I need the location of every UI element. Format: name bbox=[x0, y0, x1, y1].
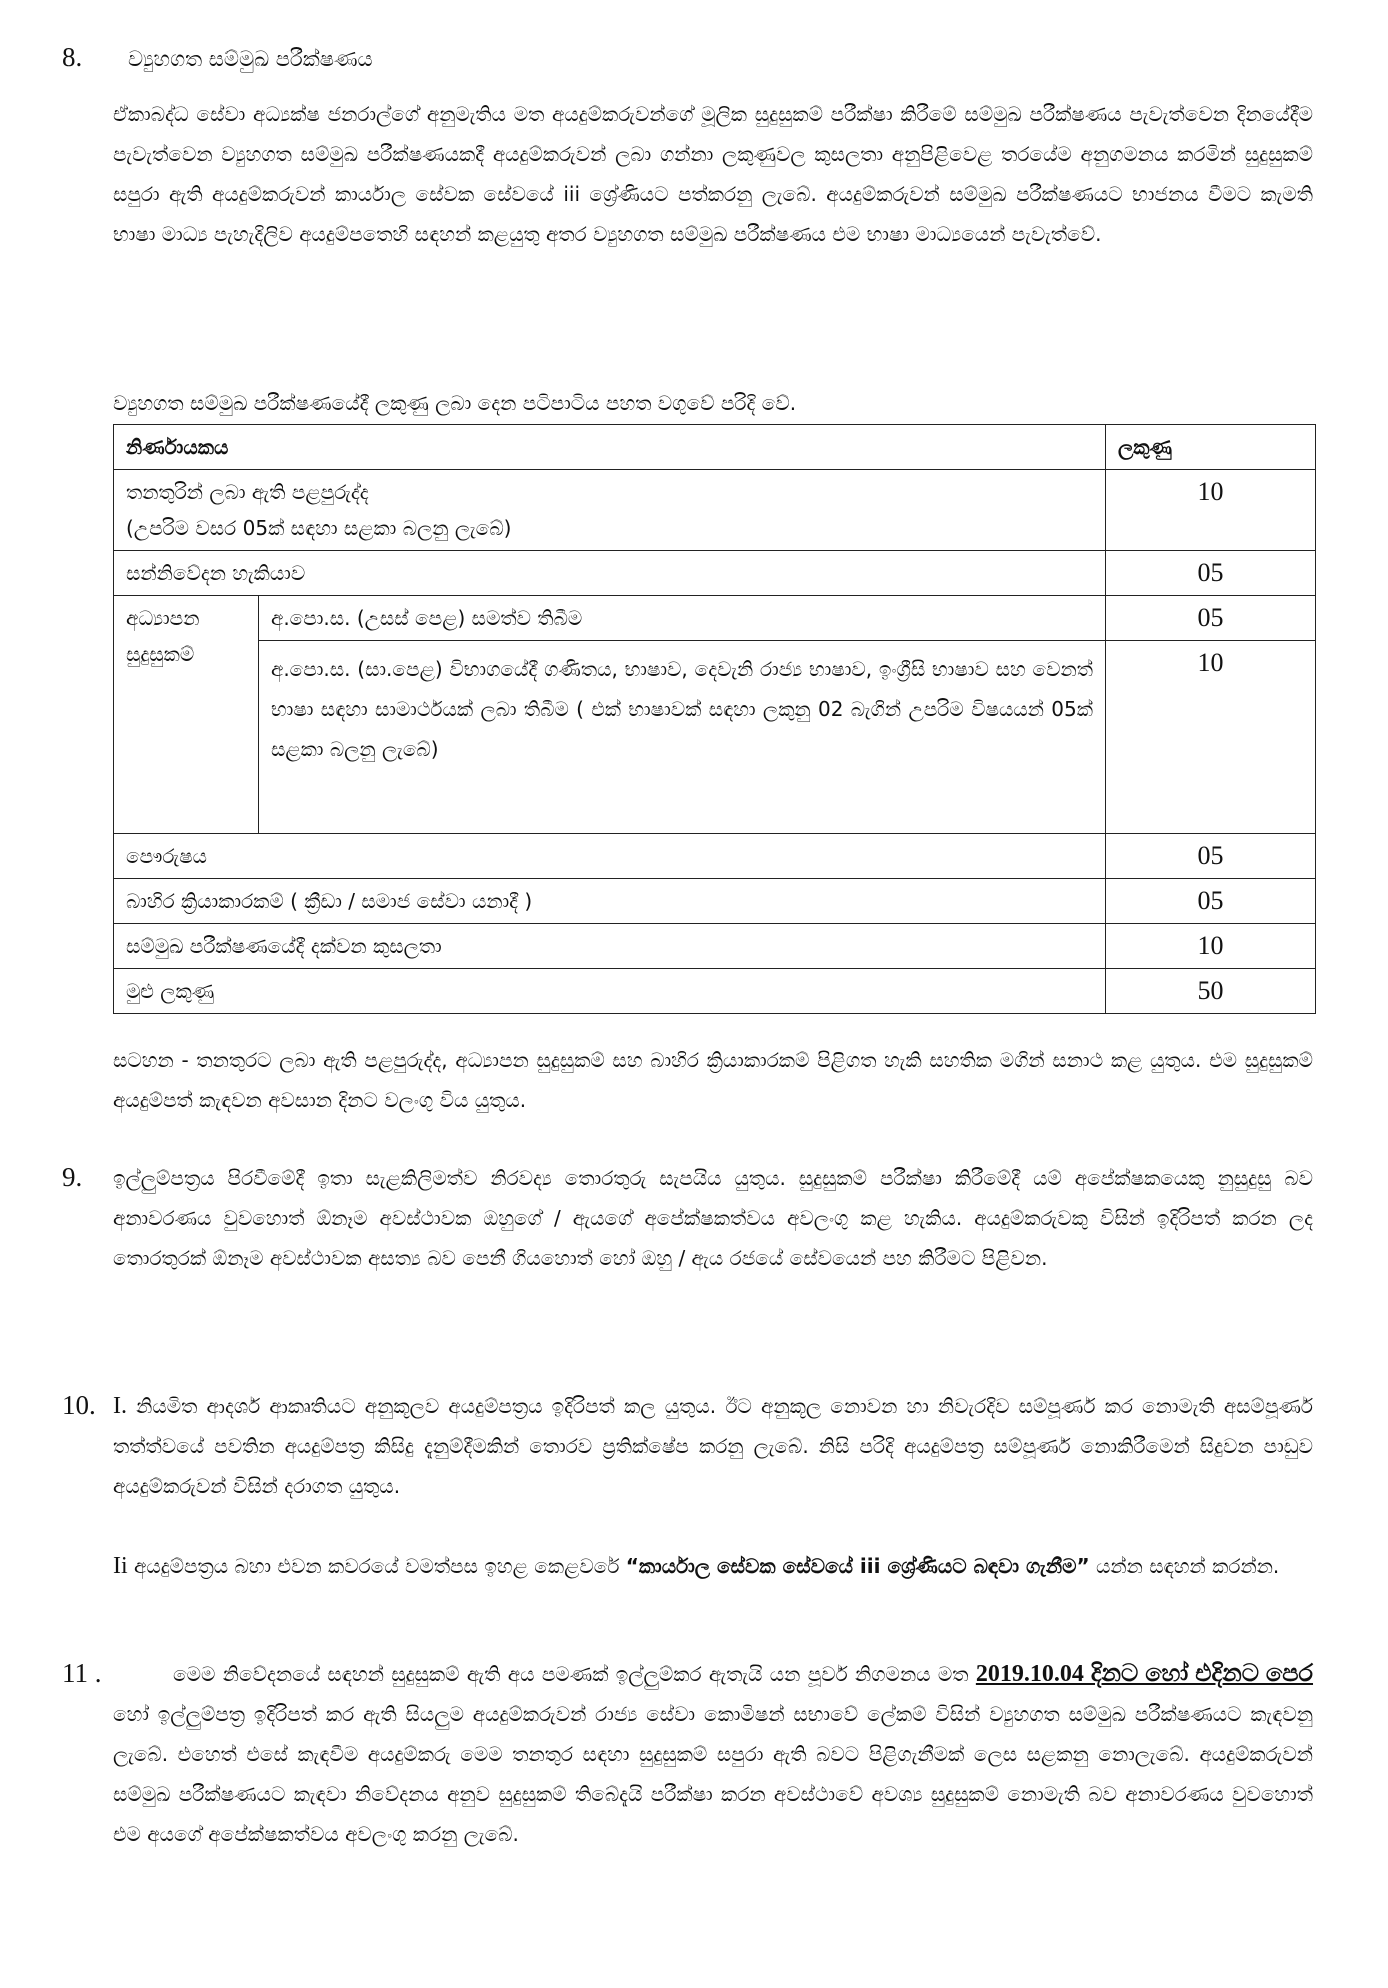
section-11-deadline-date: 2019.10.04 දිනට හෝ එදිනට පෙර bbox=[975, 1661, 1314, 1687]
row-extra-label: බාහිර ක්‍රියාකාරකම් ( ක්‍රීඩා / සමාජ සේවා යනාදී ) bbox=[114, 879, 1106, 924]
edu-al-label: අ.පො.ස. (උසස් පෙළ) සමත්ව තිබීම bbox=[259, 596, 1106, 641]
section-10-part-2-label: Ii bbox=[113, 1553, 128, 1579]
row-skills-marks: 10 bbox=[1106, 924, 1316, 969]
section-11-paragraph bbox=[113, 1654, 1313, 1854]
marks-table-caption: ව්‍යුහගත සම්මුඛ පරීක්ෂණයේදී ලකුණු ලබා දෙන පටිපාටිය පහත වගුවේ පරිදි වේ. bbox=[113, 391, 797, 415]
table-row bbox=[114, 879, 1316, 924]
edu-qualifications-label: අධ්‍යාපන සුදුසුකම් bbox=[114, 596, 259, 834]
section-11-text-after: හෝ ඉල්ලුම්පත්‍ර ඉදිරිපත් කර ඇති සියලුම අයදුම්කරුවන් රාජ්‍ය සේවා කොමිෂන් සභාවේ ලේකම් විසින් ව්‍යුහගත සම්මුඛ පරීක්ෂණයට කැඳවනු ලැබේ. එහෙත් එසේ කැඳවීම අයදුම්කරු මෙම තනතුර සඳහා සුදුසුකම් සපුරා ඇති බවට පිළිගැනීමක් ලෙස සළකනු නොලැබේ. අයදුම්කරුවන් සම්මුඛ පරීක්ෂණයට කැඳවා නිවේදනය අනුව සුදුසුකම් තිබේදැයි පරීක්ෂා කරන අවස්ථාවේ අවශ්‍ය සුදුසුකම් නොමැති බව අනාවරණය වුවහොත් එම අයගේ අපේක්ෂකත්වය අවලංගු කරනු ලැබේ. bbox=[113, 1702, 1313, 1846]
header-marks: ලකුණු bbox=[1106, 425, 1316, 470]
edu-ol-label: අ.පො.ස. (සා.පෙළ) විභාගයේදී ගණිතය, භාෂාව, දෙවැනි රාජ්‍ය භාෂාව, ඉංග්‍රීසි භාෂාව සහ වෙනත් භාෂා සඳහා සාමාර්ථයක් ලබා තිබීම ( එක් භාෂාවක් සඳහා ලකුනු 02 බැගින් උපරිම විෂයයන් 05ක් සළකා බලනු ලැබේ) bbox=[259, 641, 1106, 834]
table-row bbox=[114, 551, 1316, 596]
section-9-paragraph: ඉල්ලුම්පත්‍රය පිරවීමේදී ඉතා සැළකිලිමත්ව නිරවද්‍ය තොරතුරු සැපයිය යුතුය. සුදුසුකම් පරීක්ෂා කිරීමේදී යම් අපේක්ෂකයෙකු නුසුදුසු බව අනාවරණය වුවහොත් ඕනෑම අවස්ථාවක ඔහුගේ / ඇයගේ අපේක්ෂකත්වය අවලංගු කළ හැකිය. අයදුම්කරුවකු විසින් ඉදිරිපත් කරන ලද තොරතුරක් ඕනෑම අවස්ථාවක අසත්‍ය බව පෙනී ගියහොත් හෝ ඔහු / ඇය රජයේ සේවයෙන් පහ කිරීමට පිළිවන. bbox=[113, 1166, 1313, 1270]
edu-ol-marks: 10 bbox=[1106, 641, 1316, 834]
row-total-marks: 50 bbox=[1106, 969, 1316, 1014]
row-experience-label: තනතුරින් ලබා ඇති පළපුරුද්ද bbox=[126, 480, 369, 504]
section-9-number: 9. bbox=[62, 1162, 83, 1192]
row-skills-label: සම්මුඛ පරීක්ෂණයේදී දක්වන කුසලතා bbox=[114, 924, 1106, 969]
table-header-row bbox=[114, 425, 1316, 470]
row-experience-note: (උපරිම වසර 05ක් සඳහා සළකා බලනු ලැබේ) bbox=[126, 516, 512, 540]
header-criterion: නිර්ණායකය bbox=[114, 425, 1106, 470]
section-10-part-2 bbox=[113, 1546, 1313, 1586]
section-10-part-2-after: යන්න සඳහන් කරන්න. bbox=[1096, 1554, 1280, 1578]
table-row bbox=[114, 641, 1316, 834]
section-10-part-1-label: I. bbox=[113, 1393, 127, 1419]
row-communication-label: සන්නිවේදන හැකියාව bbox=[114, 551, 1106, 596]
table-row bbox=[114, 969, 1316, 1014]
table-row bbox=[114, 596, 1316, 641]
table-row bbox=[114, 924, 1316, 969]
section-11-text-before: මෙම නිවේදනයේ සඳහන් සුදුසුකම් ඇති අය පමණක් ඉල්ලුම්කර ඇතැයි යන පූර්ව නිගමනය මත bbox=[173, 1662, 969, 1686]
row-experience-marks: 10 bbox=[1106, 470, 1316, 551]
marks-table bbox=[113, 424, 1316, 1014]
section-10-part-1-text: නියමිත ආදර්ශ ආකෘතියට අනුකූලව අයදුම්පත්‍රය ඉදිරිපත් කල යුතුය. ඊට අනුකූල නොවන හා නිවැරදිව සම්පූර්ණ කර නොමැති අසම්පූර්ණ තත්ත්වයේ පවතින අයදුම්පත්‍ර කිසිදු දැනුම්දීමකින් තොරව ප්‍රතික්ෂේප කරනු ලැබේ. නිසි පරිදි අයදුම්පත්‍ර සම්පූර්ණ නොකිරීමෙන් සිදුවන පාඩුව අයදුම්කරුවන් විසින් දරාගත යුතුය. bbox=[113, 1394, 1314, 1498]
section-11-number: 11 . bbox=[62, 1658, 102, 1688]
section-8-heading: ව්‍යුහගත සම්මුඛ පරීක්ෂණය bbox=[128, 47, 373, 71]
row-extra-marks: 05 bbox=[1106, 879, 1316, 924]
row-personality-marks: 05 bbox=[1106, 834, 1316, 879]
row-total-label: මුළු ලකුණු bbox=[114, 969, 1106, 1014]
edu-al-marks: 05 bbox=[1106, 596, 1316, 641]
section-8-note: සටහන - තනතුරට ලබා ඇති පළපුරුද්ද, අධ්‍යාපන සුදුසුකම් සහ බාහිර ක්‍රියාකාරකම් පිළිගත හැකි සහතික මගින් සනාථ කළ යුතුය. එම සුදුසුකම් අයදුම්පත් කැඳවන අවසාන දිනට වලංගු විය යුතුය. bbox=[113, 1048, 1313, 1112]
section-10-part-2-before: අයදුම්පත්‍රය බහා එවන කවරයේ වමත්පස ඉහළ කෙළවරේ bbox=[134, 1554, 620, 1578]
table-row bbox=[114, 834, 1316, 879]
table-row bbox=[114, 470, 1316, 551]
section-10-number: 10. bbox=[62, 1390, 96, 1420]
section-8-number: 8. bbox=[62, 42, 83, 72]
section-10-part-1 bbox=[113, 1386, 1313, 1506]
section-8-paragraph: ඒකාබද්ධ සේවා අධ්‍යක්ෂ ජනරාල්ගේ අනුමැතිය මත අයදුම්කරුවන්ගේ මූලික සුදුසුකම් පරීක්ෂා කිරීමේ සම්මුඛ පරීක්ෂණය පැවැත්වෙන දිනයේදීම පැවැත්වෙන ව්‍යුහගත සම්මුඛ පරීක්ෂණයකදී අයදුම්කරුවන් ලබා ගන්නා ලකුණුවල කුසලතා අනුපිළිවෙළ තරයේම අනුගමනය කරමින් සුදුසුකම් සපුරා ඇති අයදුම්කරුවන් කාර්යාල සේවක සේවයේ iii ශ්‍රේණියට පත්කරනු ලැබේ. අයදුම්කරුවන් සම්මුඛ පරීක්ෂණයට භාජනය වීමට කැමති භාෂා මාධ්‍ය පැහැදිලිව අයදුම්පතෙහි සඳහන් කළයුතු අතර ව්‍යුහගත සම්මුඛ පරීක්ෂණය එම භාෂා මාධ්‍යයෙන් පැවැත්වේ. bbox=[113, 102, 1313, 246]
row-personality-label: පෞරුෂය bbox=[114, 834, 1106, 879]
row-communication-marks: 05 bbox=[1106, 551, 1316, 596]
section-10-part-2-quote: “කාර්යාල සේවක සේවයේ iii ශ්‍රේණියට බඳවා ගැනීම” bbox=[625, 1554, 1090, 1578]
